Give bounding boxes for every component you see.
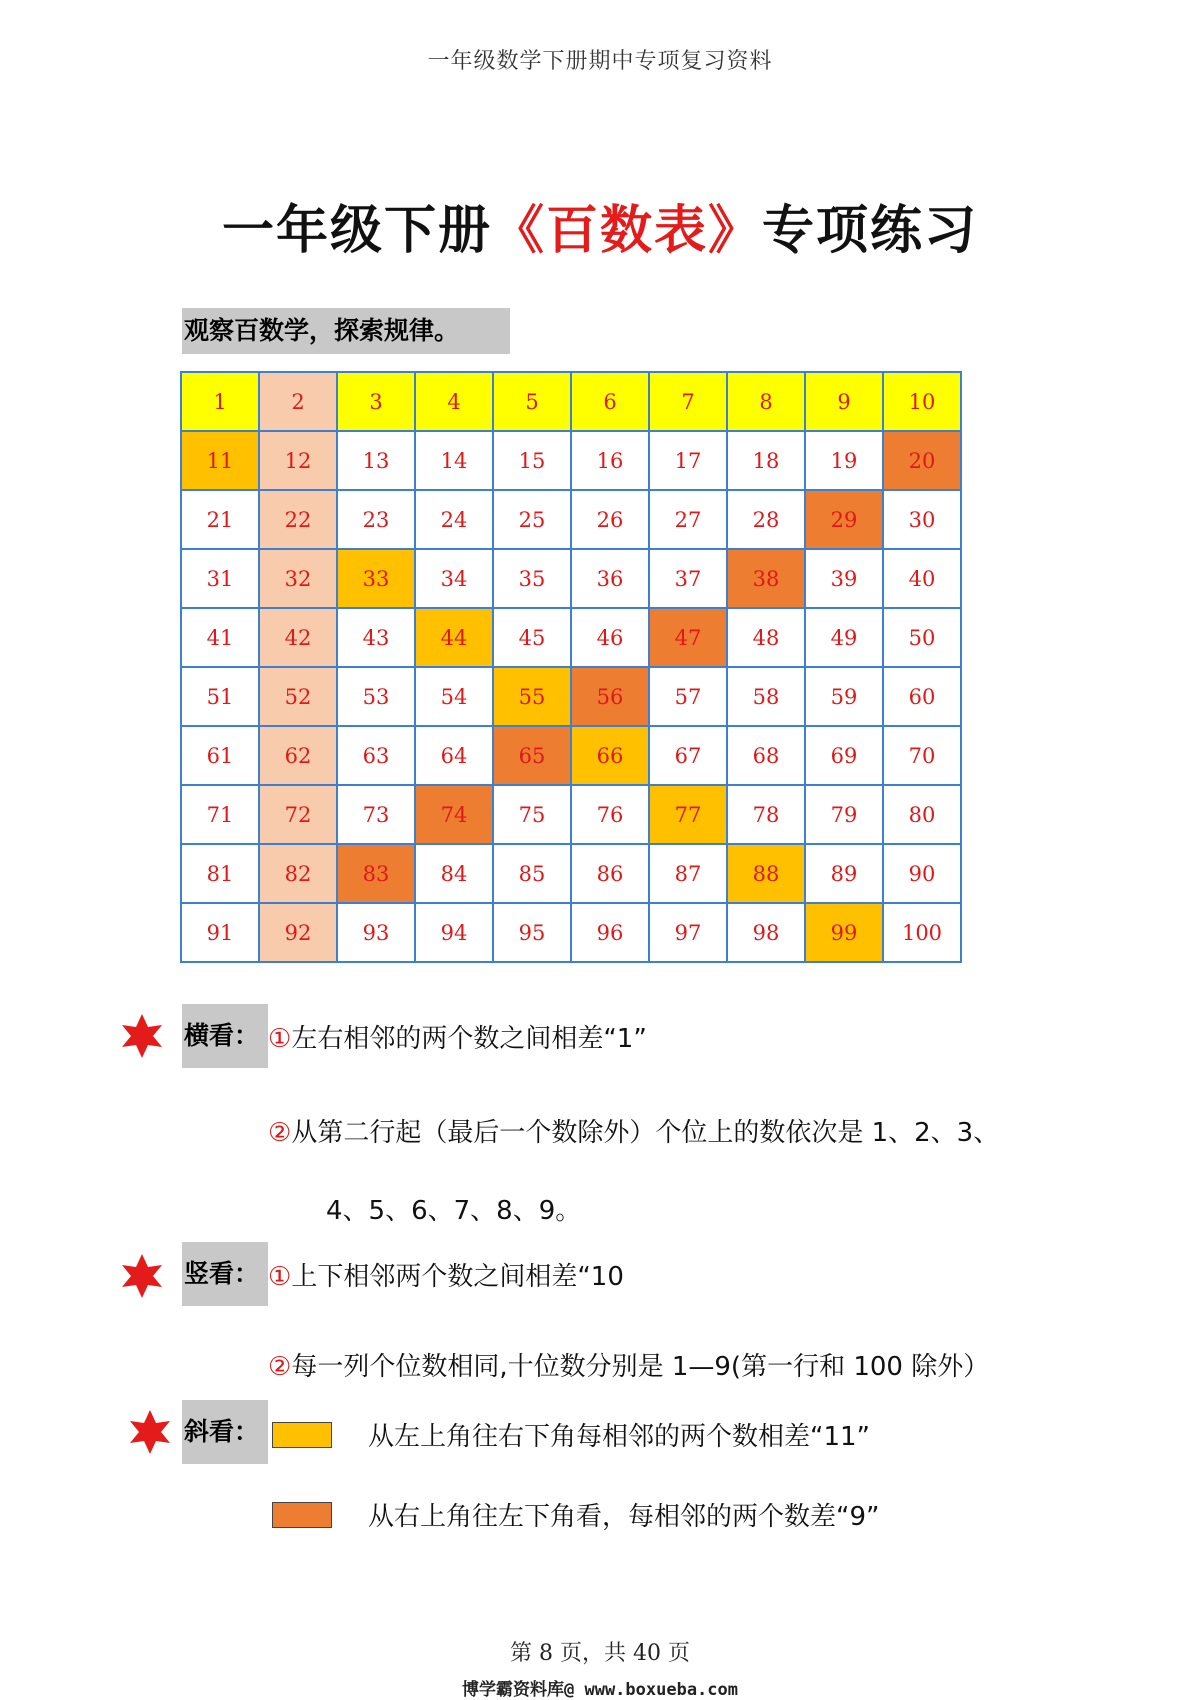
table-cell: 48: [727, 608, 805, 667]
gold-color-swatch: [272, 1422, 332, 1448]
table-cell: 72: [259, 785, 337, 844]
table-cell: 26: [571, 490, 649, 549]
table-cell: 22: [259, 490, 337, 549]
table-cell: 60: [883, 667, 961, 726]
vertical-line-2: [268, 1346, 989, 1383]
circled-number-2: ②: [268, 1352, 292, 1382]
table-cell: 78: [727, 785, 805, 844]
table-row: [181, 903, 961, 962]
table-row: [181, 372, 961, 431]
table-cell: 97: [649, 903, 727, 962]
table-cell: 9: [805, 372, 883, 431]
table-cell: 56: [571, 667, 649, 726]
table-cell: 10: [883, 372, 961, 431]
table-cell: 16: [571, 431, 649, 490]
table-row: [181, 490, 961, 549]
table-cell: 1: [181, 372, 259, 431]
horizontal-line-1: [268, 1018, 647, 1055]
table-cell: 4: [415, 372, 493, 431]
table-cell: 33: [337, 549, 415, 608]
table-cell: 88: [727, 844, 805, 903]
table-cell: 67: [649, 726, 727, 785]
table-cell: 2: [259, 372, 337, 431]
star-icon: [126, 1408, 174, 1456]
table-cell: 82: [259, 844, 337, 903]
table-cell: 92: [259, 903, 337, 962]
vertical-line-1-text: 上下相邻两个数之间相差“10: [291, 1262, 624, 1292]
table-cell: 39: [805, 549, 883, 608]
table-cell: 86: [571, 844, 649, 903]
table-cell: 13: [337, 431, 415, 490]
page-footer: 第 8 页，共 40 页: [510, 1641, 690, 1666]
table-cell: 75: [493, 785, 571, 844]
page-header: 一年级数学下册期中专项复习资料: [427, 49, 773, 74]
diagonal-line-2: 从右上角往左下角看，每相邻的两个数差“9”: [368, 1502, 880, 1532]
table-row: [181, 549, 961, 608]
circled-number-2: ②: [268, 1118, 292, 1148]
table-row: [181, 785, 961, 844]
subtitle: 观察百数学，探索规律。: [182, 308, 510, 354]
table-cell: 70: [883, 726, 961, 785]
table-row: [181, 844, 961, 903]
title-highlight: 《百数表》: [491, 201, 762, 261]
table-cell: 100: [883, 903, 961, 962]
table-row: [181, 726, 961, 785]
table-cell: 87: [649, 844, 727, 903]
table-cell: 36: [571, 549, 649, 608]
star-icon: [118, 1252, 166, 1300]
table-cell: 20: [883, 431, 961, 490]
table-cell: 80: [883, 785, 961, 844]
table-cell: 37: [649, 549, 727, 608]
table-cell: 41: [181, 608, 259, 667]
table-cell: 69: [805, 726, 883, 785]
table-cell: 81: [181, 844, 259, 903]
table-cell: 42: [259, 608, 337, 667]
website-footer: 博学霸资料库@ www.boxueba.com: [462, 1680, 738, 1700]
horizontal-line-2: [268, 1112, 999, 1149]
table-cell: 90: [883, 844, 961, 903]
table-row: [181, 608, 961, 667]
table-cell: 94: [415, 903, 493, 962]
title-prefix: 一年级下册: [221, 201, 492, 261]
table-cell: 73: [337, 785, 415, 844]
table-cell: 15: [493, 431, 571, 490]
table-cell: 29: [805, 490, 883, 549]
table-cell: 54: [415, 667, 493, 726]
table-cell: 45: [493, 608, 571, 667]
table-cell: 63: [337, 726, 415, 785]
table-cell: 79: [805, 785, 883, 844]
table-cell: 62: [259, 726, 337, 785]
orange-color-swatch: [272, 1502, 332, 1528]
table-cell: 74: [415, 785, 493, 844]
horizontal-line-3: 4、5、6、7、8、9。: [326, 1196, 582, 1226]
page-title: [0, 188, 1200, 263]
table-cell: 43: [337, 608, 415, 667]
horizontal-line-2-text: 从第二行起（最后一个数除外）个位上的数依次是 1、2、3、: [291, 1118, 1000, 1148]
table-cell: 85: [493, 844, 571, 903]
vertical-line-1: [268, 1256, 624, 1293]
table-cell: 5: [493, 372, 571, 431]
table-cell: 31: [181, 549, 259, 608]
table-cell: 96: [571, 903, 649, 962]
table-cell: 12: [259, 431, 337, 490]
table-cell: 34: [415, 549, 493, 608]
table-cell: 18: [727, 431, 805, 490]
table-cell: 93: [337, 903, 415, 962]
table-cell: 98: [727, 903, 805, 962]
table-cell: 23: [337, 490, 415, 549]
table-row: [181, 667, 961, 726]
table-cell: 21: [181, 490, 259, 549]
table-cell: 58: [727, 667, 805, 726]
table-cell: 57: [649, 667, 727, 726]
table-cell: 51: [181, 667, 259, 726]
table-cell: 7: [649, 372, 727, 431]
table-cell: 65: [493, 726, 571, 785]
table-cell: 52: [259, 667, 337, 726]
table-cell: 99: [805, 903, 883, 962]
table-cell: 76: [571, 785, 649, 844]
table-cell: 47: [649, 608, 727, 667]
table-cell: 53: [337, 667, 415, 726]
table-cell: 27: [649, 490, 727, 549]
table-cell: 40: [883, 549, 961, 608]
table-cell: 32: [259, 549, 337, 608]
table-cell: 89: [805, 844, 883, 903]
table-cell: 28: [727, 490, 805, 549]
circled-number-1: ①: [268, 1024, 292, 1054]
table-cell: 30: [883, 490, 961, 549]
table-cell: 68: [727, 726, 805, 785]
table-cell: 49: [805, 608, 883, 667]
table-cell: 17: [649, 431, 727, 490]
table-cell: 61: [181, 726, 259, 785]
table-cell: 55: [493, 667, 571, 726]
table-cell: 59: [805, 667, 883, 726]
table-cell: 14: [415, 431, 493, 490]
table-cell: 46: [571, 608, 649, 667]
table-cell: 44: [415, 608, 493, 667]
table-cell: 3: [337, 372, 415, 431]
table-cell: 50: [883, 608, 961, 667]
title-suffix: 专项练习: [762, 201, 979, 261]
horizontal-label: 横看：: [182, 1004, 268, 1068]
table-cell: 35: [493, 549, 571, 608]
vertical-line-2-text: 每一列个位数相同,十位数分别是 1—9(第一行和 100 除外）: [291, 1352, 990, 1382]
table-cell: 19: [805, 431, 883, 490]
table-cell: 71: [181, 785, 259, 844]
table-row: [181, 431, 961, 490]
table-cell: 11: [181, 431, 259, 490]
hundred-chart-table: [180, 371, 962, 963]
vertical-label: 竖看：: [182, 1242, 268, 1306]
table-cell: 91: [181, 903, 259, 962]
table-cell: 77: [649, 785, 727, 844]
table-cell: 66: [571, 726, 649, 785]
table-cell: 6: [571, 372, 649, 431]
table-cell: 95: [493, 903, 571, 962]
table-cell: 24: [415, 490, 493, 549]
diagonal-label: 斜看：: [182, 1400, 268, 1464]
table-cell: 83: [337, 844, 415, 903]
table-cell: 8: [727, 372, 805, 431]
horizontal-line-1-text: 左右相邻的两个数之间相差“1”: [291, 1024, 647, 1054]
table-cell: 84: [415, 844, 493, 903]
table-cell: 64: [415, 726, 493, 785]
star-icon: [118, 1012, 166, 1060]
diagonal-line-1: 从左上角往右下角每相邻的两个数相差“11”: [368, 1422, 871, 1452]
table-cell: 38: [727, 549, 805, 608]
table-cell: 25: [493, 490, 571, 549]
circled-number-1: ①: [268, 1262, 292, 1292]
